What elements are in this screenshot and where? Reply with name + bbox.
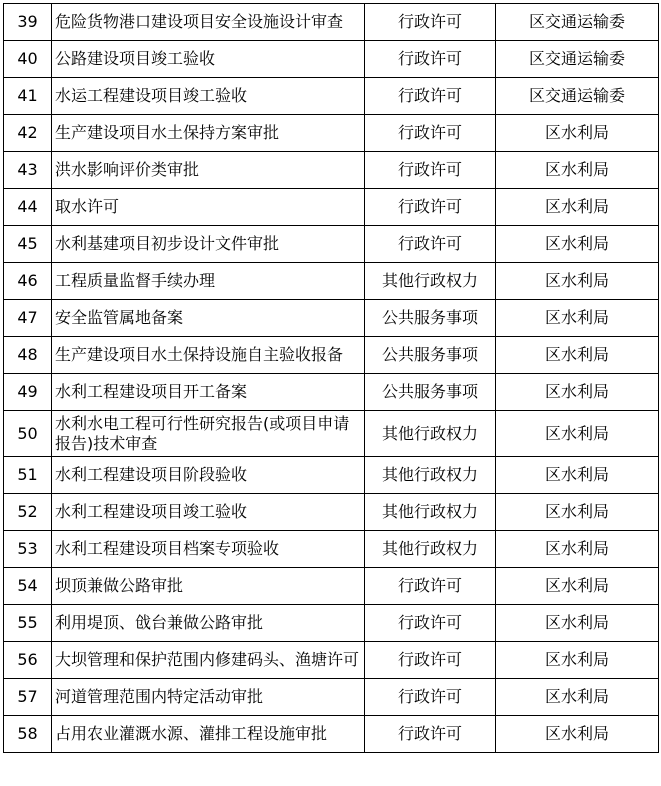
item-type: 其他行政权力 xyxy=(365,263,496,300)
item-type: 公共服务事项 xyxy=(365,300,496,337)
table-row xyxy=(4,41,659,78)
responsible-department: 区水利局 xyxy=(496,189,659,226)
item-name: 水利工程建设项目竣工验收 xyxy=(52,494,365,531)
row-number: 42 xyxy=(4,115,52,152)
item-type: 行政许可 xyxy=(365,78,496,115)
row-number: 39 xyxy=(4,4,52,41)
responsible-department: 区交通运输委 xyxy=(496,41,659,78)
table-row xyxy=(4,457,659,494)
responsible-department: 区水利局 xyxy=(496,374,659,411)
item-name: 安全监管属地备案 xyxy=(52,300,365,337)
responsible-department: 区交通运输委 xyxy=(496,78,659,115)
row-number: 51 xyxy=(4,457,52,494)
responsible-department: 区水利局 xyxy=(496,494,659,531)
row-number: 44 xyxy=(4,189,52,226)
responsible-department: 区水利局 xyxy=(496,531,659,568)
approval-items-table xyxy=(3,3,659,753)
item-type: 公共服务事项 xyxy=(365,337,496,374)
responsible-department: 区水利局 xyxy=(496,716,659,753)
item-name: 水运工程建设项目竣工验收 xyxy=(52,78,365,115)
responsible-department: 区水利局 xyxy=(496,263,659,300)
table-row xyxy=(4,568,659,605)
table-row xyxy=(4,337,659,374)
row-number: 45 xyxy=(4,226,52,263)
table-row xyxy=(4,531,659,568)
responsible-department: 区水利局 xyxy=(496,300,659,337)
item-name: 大坝管理和保护范围内修建码头、渔塘许可 xyxy=(52,642,365,679)
table-row xyxy=(4,78,659,115)
table-row xyxy=(4,226,659,263)
item-type: 行政许可 xyxy=(365,716,496,753)
row-number: 52 xyxy=(4,494,52,531)
row-number: 41 xyxy=(4,78,52,115)
responsible-department: 区水利局 xyxy=(496,642,659,679)
item-name: 水利工程建设项目阶段验收 xyxy=(52,457,365,494)
row-number: 46 xyxy=(4,263,52,300)
item-name: 公路建设项目竣工验收 xyxy=(52,41,365,78)
item-name: 取水许可 xyxy=(52,189,365,226)
table-row xyxy=(4,263,659,300)
item-name: 水利水电工程可行性研究报告(或项目申请报告)技术审查 xyxy=(52,411,365,457)
item-type: 行政许可 xyxy=(365,152,496,189)
table-row xyxy=(4,494,659,531)
item-type: 其他行政权力 xyxy=(365,411,496,457)
responsible-department: 区水利局 xyxy=(496,337,659,374)
item-name: 水利基建项目初步设计文件审批 xyxy=(52,226,365,263)
row-number: 56 xyxy=(4,642,52,679)
table-row xyxy=(4,642,659,679)
table-body xyxy=(4,4,659,753)
item-type: 行政许可 xyxy=(365,568,496,605)
responsible-department: 区水利局 xyxy=(496,152,659,189)
item-name: 坝顶兼做公路审批 xyxy=(52,568,365,605)
table-row xyxy=(4,411,659,457)
item-type: 公共服务事项 xyxy=(365,374,496,411)
item-type: 其他行政权力 xyxy=(365,531,496,568)
item-name: 占用农业灌溉水源、灌排工程设施审批 xyxy=(52,716,365,753)
item-type: 行政许可 xyxy=(365,115,496,152)
item-type: 行政许可 xyxy=(365,642,496,679)
item-name: 工程质量监督手续办理 xyxy=(52,263,365,300)
item-name: 水利工程建设项目档案专项验收 xyxy=(52,531,365,568)
table-row xyxy=(4,115,659,152)
row-number: 50 xyxy=(4,411,52,457)
responsible-department: 区水利局 xyxy=(496,411,659,457)
responsible-department: 区水利局 xyxy=(496,568,659,605)
row-number: 48 xyxy=(4,337,52,374)
item-name: 生产建设项目水土保持方案审批 xyxy=(52,115,365,152)
responsible-department: 区交通运输委 xyxy=(496,4,659,41)
item-name: 河道管理范围内特定活动审批 xyxy=(52,679,365,716)
table-row xyxy=(4,189,659,226)
responsible-department: 区水利局 xyxy=(496,605,659,642)
item-type: 其他行政权力 xyxy=(365,494,496,531)
item-type: 行政许可 xyxy=(365,226,496,263)
row-number: 47 xyxy=(4,300,52,337)
table-row xyxy=(4,679,659,716)
item-name: 利用堤顶、戗台兼做公路审批 xyxy=(52,605,365,642)
table-row xyxy=(4,605,659,642)
responsible-department: 区水利局 xyxy=(496,679,659,716)
item-type: 其他行政权力 xyxy=(365,457,496,494)
row-number: 58 xyxy=(4,716,52,753)
table-row xyxy=(4,716,659,753)
item-name: 生产建设项目水土保持设施自主验收报备 xyxy=(52,337,365,374)
row-number: 49 xyxy=(4,374,52,411)
table-row xyxy=(4,374,659,411)
responsible-department: 区水利局 xyxy=(496,457,659,494)
item-name: 洪水影响评价类审批 xyxy=(52,152,365,189)
item-type: 行政许可 xyxy=(365,189,496,226)
table-row xyxy=(4,300,659,337)
table-row xyxy=(4,152,659,189)
item-name: 危险货物港口建设项目安全设施设计审查 xyxy=(52,4,365,41)
item-type: 行政许可 xyxy=(365,679,496,716)
row-number: 57 xyxy=(4,679,52,716)
table-row xyxy=(4,4,659,41)
item-type: 行政许可 xyxy=(365,605,496,642)
responsible-department: 区水利局 xyxy=(496,226,659,263)
row-number: 55 xyxy=(4,605,52,642)
row-number: 54 xyxy=(4,568,52,605)
item-type: 行政许可 xyxy=(365,4,496,41)
row-number: 40 xyxy=(4,41,52,78)
item-name: 水利工程建设项目开工备案 xyxy=(52,374,365,411)
row-number: 53 xyxy=(4,531,52,568)
row-number: 43 xyxy=(4,152,52,189)
responsible-department: 区水利局 xyxy=(496,115,659,152)
item-type: 行政许可 xyxy=(365,41,496,78)
